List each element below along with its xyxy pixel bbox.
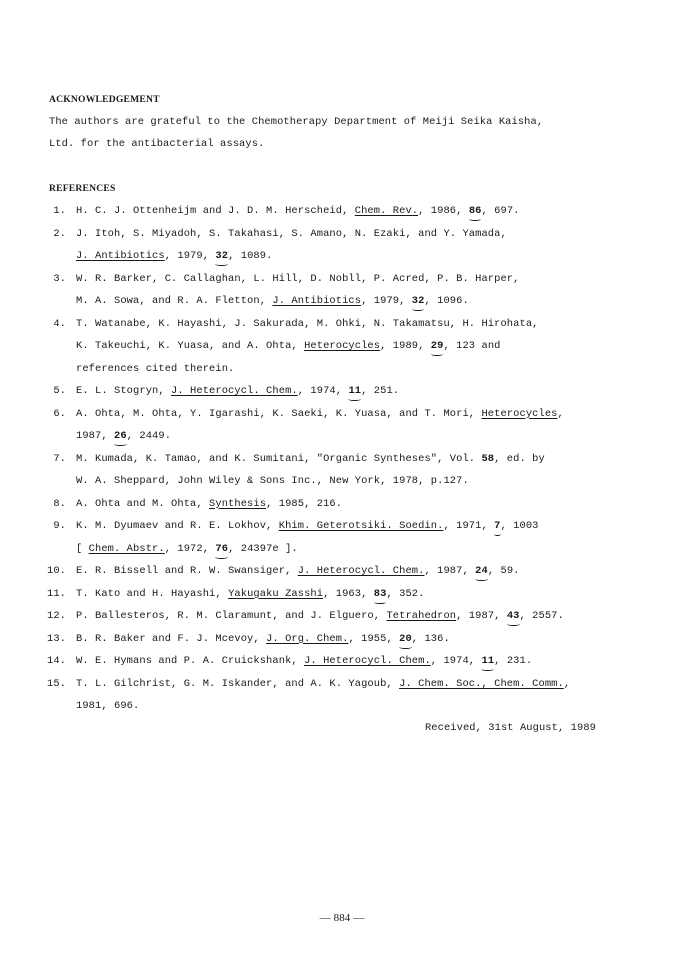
reference-line	[0, 228, 684, 251]
reference-text	[76, 678, 570, 690]
reference-segment: H. C. J. Ottenheijm and J. D. M. Herscheid,	[76, 205, 355, 217]
received-date: Received, 31st August, 1989	[424, 722, 596, 734]
reference-number: 9.	[53, 520, 66, 532]
reference-number: 3.	[53, 272, 66, 285]
reference-segment: , 1986,	[418, 205, 469, 217]
reference-segment: , 1989,	[380, 340, 431, 352]
reference-segment: E. L. Stogryn,	[76, 385, 172, 397]
reference-line	[0, 565, 684, 588]
reference-segment: , 123 and	[443, 340, 501, 352]
reference-segment: , 1972,	[164, 542, 216, 555]
reference-segment: , 1955,	[348, 632, 400, 645]
reference-text	[76, 700, 139, 712]
reference-segment: 1981, 696.	[76, 700, 140, 712]
reference-segment: E. R. Bissell and R. W. Swansiger,	[76, 565, 298, 577]
reference-text	[76, 498, 342, 510]
references-heading: REFERENCES	[49, 183, 116, 194]
reference-segment: K. M. Dyumaev and R. E. Lokhov,	[76, 520, 279, 532]
reference-line	[0, 430, 684, 453]
journal-title: J. Antibiotics	[76, 250, 165, 262]
reference-segment: W. R. Barker, C. Callaghan, L. Hill, D. Nobll, P. Acred, P. B. Harper,	[76, 272, 520, 285]
volume-number: 7	[494, 520, 501, 532]
journal-title: J. Heterocycl. Chem.	[171, 385, 298, 397]
reference-text	[76, 273, 519, 285]
volume-number: 58	[481, 452, 495, 465]
journal-title: Tetrahedron	[386, 610, 457, 622]
reference-item	[0, 273, 684, 318]
volume-number: 32	[411, 295, 425, 307]
reference-item	[0, 520, 684, 565]
reference-text	[76, 318, 538, 330]
reference-number: 4.	[53, 317, 66, 330]
reference-text	[76, 453, 545, 465]
reference-list	[0, 205, 684, 723]
reference-line	[0, 453, 684, 476]
reference-segment: , 1963,	[323, 587, 374, 600]
reference-segment: , 251.	[361, 385, 400, 397]
reference-line	[0, 205, 684, 228]
reference-segment: , 1096.	[424, 295, 469, 307]
reference-line	[0, 318, 684, 341]
reference-item	[0, 408, 684, 453]
reference-text	[76, 408, 564, 420]
reference-segment: , 1987,	[456, 610, 507, 622]
journal-title: J. Antibiotics	[272, 295, 362, 307]
reference-segment: , 1974,	[297, 385, 349, 397]
reference-number: 15.	[46, 677, 66, 690]
journal-title: Yakugaku Zasshi	[228, 587, 324, 600]
volume-number: 43	[506, 610, 520, 622]
reference-line	[0, 678, 684, 701]
reference-segment: , 24397e ].	[228, 542, 298, 555]
reference-segment: K. Takeuchi, K. Yuasa, and A. Ohta,	[76, 340, 305, 352]
reference-text	[76, 633, 450, 645]
reference-line	[0, 340, 684, 363]
journal-title: Heterocycles	[481, 407, 558, 420]
reference-segment: , 697.	[481, 205, 520, 217]
reference-item	[0, 498, 684, 521]
journal-title: Synthesis	[209, 497, 267, 510]
reference-item	[0, 610, 684, 633]
reference-text	[76, 655, 532, 667]
reference-line	[0, 408, 684, 431]
reference-item	[0, 633, 684, 656]
reference-text	[76, 565, 520, 577]
journal-title: J. Chem. Soc., Chem. Comm.	[399, 677, 564, 690]
reference-segment: W. A. Sheppard, John Wiley & Sons Inc., New York, 1978, p.127.	[76, 475, 469, 487]
journal-title: Khim. Geterotsiki. Soedin.	[278, 520, 444, 532]
journal-title: Chem. Rev.	[354, 205, 419, 217]
volume-number: 32	[215, 250, 229, 262]
reference-number: 7.	[53, 452, 66, 465]
volume-number: 29	[430, 340, 444, 352]
reference-segment: references cited therein.	[76, 362, 235, 375]
reference-segment: , 59.	[487, 565, 520, 577]
reference-segment: , 2557.	[519, 610, 564, 622]
reference-segment: J. Itoh, S. Miyadoh, S. Takahasi, S. Amano, N. Ezaki, and Y. Yamada,	[76, 227, 507, 240]
volume-number: 11	[481, 655, 495, 667]
reference-line	[0, 655, 684, 678]
reference-number: 12.	[46, 610, 66, 622]
reference-segment: P. Ballesteros, R. M. Claramunt, and J. Elguero,	[76, 610, 387, 622]
reference-segment: ,	[563, 677, 571, 690]
reference-segment: T. Kato and H. Hayashi,	[76, 587, 229, 600]
acknowledgement-text-line: The authors are grateful to the Chemotherapy Department of Meiji Seika Kaisha,	[49, 116, 544, 128]
reference-line	[0, 633, 684, 656]
reference-line	[0, 520, 684, 543]
reference-segment: , 1979,	[361, 295, 412, 307]
reference-text	[76, 340, 501, 352]
reference-segment: , 1974,	[430, 655, 482, 667]
reference-item	[0, 318, 684, 386]
journal-title: J. Org. Chem.	[266, 632, 349, 645]
reference-item	[0, 678, 684, 723]
reference-item	[0, 655, 684, 678]
reference-text	[76, 543, 298, 555]
reference-number: 8.	[53, 497, 66, 510]
journal-title: Chem. Abstr.	[88, 542, 165, 555]
reference-segment: , 1971,	[443, 520, 495, 532]
reference-number: 1.	[53, 205, 66, 217]
journal-title: Heterocycles	[304, 340, 381, 352]
journal-title: J. Heterocycl. Chem.	[297, 565, 425, 577]
reference-line	[0, 498, 684, 521]
reference-text	[76, 475, 469, 487]
reference-text	[76, 363, 234, 375]
reference-segment: , 1003	[500, 520, 539, 532]
reference-text	[76, 588, 424, 600]
reference-segment: , 1985, 216.	[266, 497, 343, 510]
volume-number: 26	[114, 430, 127, 442]
reference-line	[0, 588, 684, 611]
reference-line	[0, 610, 684, 633]
reference-segment: M. A. Sowa, and R. A. Fletton,	[76, 295, 273, 307]
reference-segment: , 1089.	[228, 250, 273, 262]
reference-number: 13.	[46, 632, 66, 645]
reference-segment: W. E. Hymans and P. A. Cruickshank,	[76, 655, 305, 667]
reference-text	[76, 228, 507, 240]
reference-segment: , 136.	[411, 632, 450, 645]
reference-item	[0, 588, 684, 611]
volume-number: 86	[468, 205, 482, 217]
reference-item	[0, 205, 684, 228]
reference-item	[0, 228, 684, 273]
reference-number: 5.	[53, 385, 66, 397]
acknowledgement-text-line: Ltd. for the antibacterial assays.	[49, 138, 265, 150]
reference-number: 14.	[46, 655, 66, 667]
reference-line	[0, 273, 684, 296]
reference-text	[76, 430, 171, 442]
reference-segment: T. L. Gilchrist, G. M. Iskander, and A. K. Yagoub,	[76, 677, 400, 690]
reference-segment: ,	[557, 407, 564, 420]
page-number: — 884 —	[319, 912, 365, 924]
reference-segment: [	[76, 542, 89, 555]
reference-segment: , 1979,	[164, 250, 216, 262]
reference-text	[76, 250, 272, 262]
reference-segment: B. R. Baker and F. J. Mcevoy,	[76, 632, 267, 645]
reference-segment: , 2449.	[126, 430, 172, 442]
reference-line	[0, 543, 684, 566]
reference-segment: , 352.	[386, 587, 425, 600]
reference-line	[0, 295, 684, 318]
reference-item	[0, 453, 684, 498]
reference-segment: A. Ohta, M. Ohta, Y. Igarashi, K. Saeki, K. Yuasa, and T. Mori,	[76, 407, 482, 420]
volume-number: 76	[215, 542, 229, 555]
reference-line	[0, 475, 684, 498]
reference-item	[0, 565, 684, 588]
reference-number: 6.	[53, 407, 66, 420]
reference-text	[76, 520, 539, 532]
reference-segment: M. Kumada, K. Tamao, and K. Sumitani, "Organic Syntheses", Vol.	[76, 452, 482, 465]
reference-item	[0, 385, 684, 408]
reference-number: 10.	[46, 565, 66, 577]
reference-segment: T. Watanabe, K. Hayashi, J. Sakurada, M. Ohki, N. Takamatsu, H. Hirohata,	[76, 317, 539, 330]
reference-segment: , 231.	[494, 655, 533, 667]
acknowledgement-heading: ACKNOWLEDGEMENT	[49, 94, 160, 105]
reference-line	[0, 250, 684, 273]
reference-text	[76, 205, 520, 217]
volume-number: 20	[399, 632, 412, 645]
reference-line	[0, 700, 684, 723]
volume-number: 83	[373, 587, 387, 600]
reference-text	[76, 295, 469, 307]
reference-segment: , ed. by	[494, 452, 545, 465]
reference-segment: A. Ohta and M. Ohta,	[76, 497, 210, 510]
reference-text	[76, 385, 399, 397]
reference-text	[76, 610, 564, 622]
reference-segment: , 1987,	[424, 565, 476, 577]
journal-title: J. Heterocycl. Chem.	[304, 655, 431, 667]
reference-number: 2.	[53, 227, 66, 240]
reference-line	[0, 385, 684, 408]
reference-number: 11.	[46, 587, 66, 600]
volume-number: 24	[475, 565, 488, 577]
reference-segment: 1987,	[76, 430, 115, 442]
volume-number: 11	[348, 385, 362, 397]
reference-line	[0, 363, 684, 386]
